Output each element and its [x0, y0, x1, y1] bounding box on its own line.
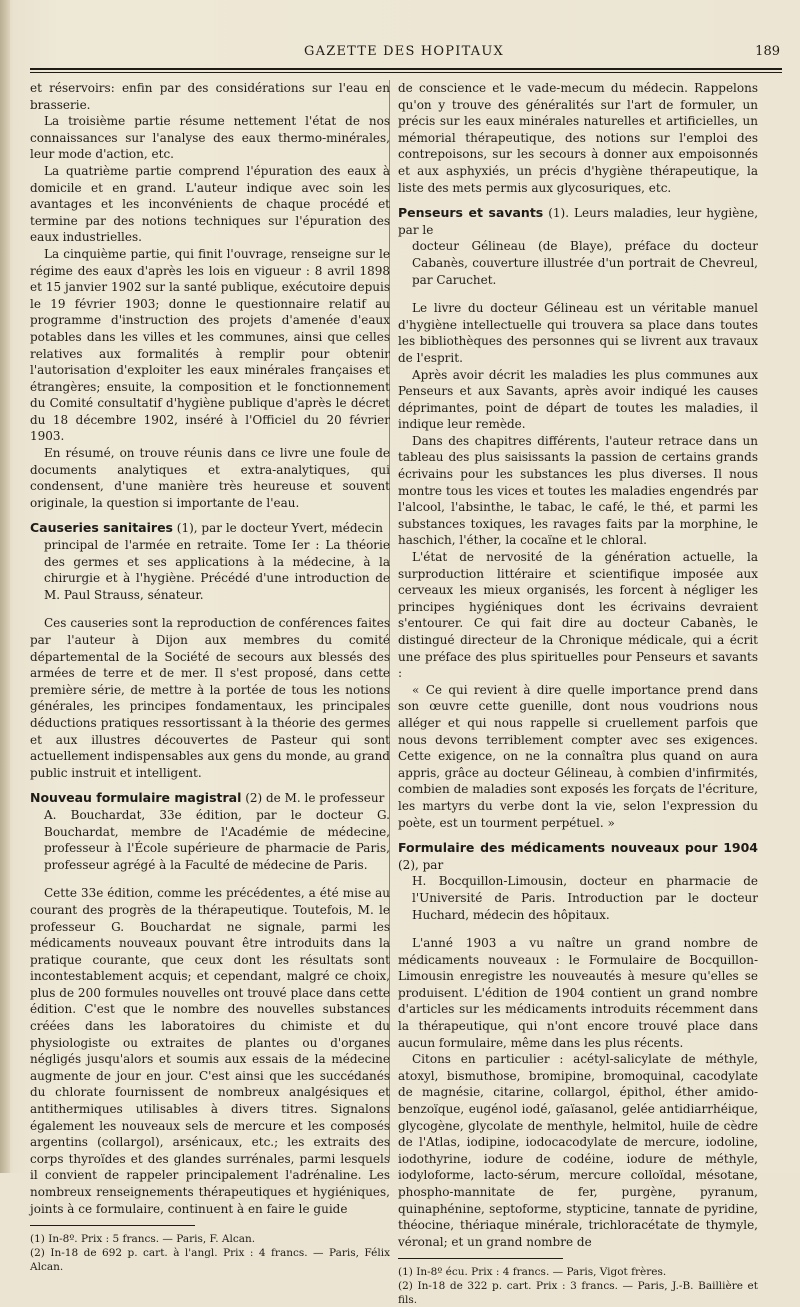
header-rule-thin — [30, 72, 782, 73]
page-spine — [0, 0, 10, 1173]
paragraph: L'anné 1903 a vu naître un grand nombre de médicaments nouveaux : le Formulaire de Bocquillon-Limousin enregistre les nouveautés à mesure qu'elles se produisent. L'édition de 1904 contient un grand nombre d'articles sur les médicaments introduits récemment dans la thérapeutique, qui n'ont encore trouvé place dans aucun formulaire, même dans les plus récents. — [398, 936, 758, 1050]
running-header — [28, 36, 780, 66]
entry-heading — [30, 520, 390, 603]
entry-title: Formulaire des médicaments nouveaux pour 1904 — [398, 840, 758, 856]
paragraph: Dans des chapitres différents, l'auteur retrace dans un tableau des plus saisissants la passion de certains grands écrivains pour les substances les plus diverses. Il nous montre tous les vices et toutes les maladies engendrés par l'alcool, l'absinthe, le tabac, le café, le thé, et parmi les substances toxiques, les ravages faits par la morphine, le haschich, l'éther, la cocaïne et le chloral. — [398, 433, 758, 548]
entry-title: Nouveau formulaire magistral — [30, 790, 242, 806]
paragraph: et réservoirs: enfin par des considérations sur l'eau en brasserie. — [30, 81, 390, 112]
left-column — [30, 80, 390, 1274]
paragraph: La quatrième partie comprend l'épuration des eaux à domicile et en grand. L'auteur indique avec soin les avantages et les inconvénients de chaque procédé et termine par des notions techniques sur l'épuration des eaux industrielles. — [30, 163, 390, 245]
entry-title: Causeries sanitaires — [30, 520, 173, 536]
review-entry-formulaire-1904 — [398, 840, 758, 1250]
paragraph: L'état de nervosité de la génération actuelle, la surproduction littéraire et scientifique imposée aux cerveaux les mieux organisés, les forcent à négliger les principes hygiéniques dont les écrivains devraient s'entourer. Ce qui fait dire au docteur Cabanès, le distingué directeur de la Chronique médicale, qui a écrit une préface des plus spirituelles pour Penseurs et savants : — [398, 550, 758, 681]
footnote: (1) In-8º écu. Prix : 4 francs. — Paris, Vigot frères. — [398, 1266, 667, 1279]
entry-subtitle: docteur Gélineau (de Blaye), préface du docteur Cabanès, couverture illustrée d'un portrait de Chevreul, par Caruchet. — [412, 239, 758, 287]
paragraph: Ces causeries sont la reproduction de conférences faites par l'auteur à Dijon aux membres du comité départemental de la Société de secours aux blessés des armées de terre et de mer. Il s'est proposé, dans cette première série, de mettre à la portée de tous les notions générales, les principes fondamentaux, les principales déductions pratiques ressortissant à la théorie des germes et aux illustres découvertes de Pasteur qui sont actuellement indispensables aux gens du monde, au grand public instruit et intelligent. — [30, 616, 390, 780]
review-entry-penseurs — [398, 205, 758, 831]
journal-title: GAZETTE DES HOPITAUX — [304, 44, 504, 59]
entry-heading — [30, 790, 390, 873]
entry-subtitle: A. Bouchardat, 33e édition, par le docteur G. Bouchardat, membre de l'Académie de médecine, professeur à l'École supérieure de pharmacie de Paris, professeur agrégé à la Faculté de médecine de Paris. — [44, 807, 390, 872]
entry-head-text: (1), par le docteur Yvert, médecin — [172, 521, 383, 536]
footnote: (1) In-8º. Prix : 5 francs. — Paris, F. Alcan. — [30, 1233, 256, 1246]
footnote-separator — [398, 1258, 563, 1259]
paragraph: de conscience et le vade-mecum du médecin. Rappelons qu'on y trouve des généralités sur l'art de formuler, un précis sur les eaux minérales naturelles et artificielles, un mémorial thérapeutique, des notions sur l'emploi des contrepoisons, sur les secours à donner aux empoisonnés et aux asphyxiés, un précis d'hygiène thérapeutique, la liste des mets permis aux glycosuriques, etc. — [398, 81, 758, 195]
entry-head-text: (1). Leurs maladies, leur hygiène, par le — [398, 206, 759, 237]
entry-subtitle: principal de l'armée en retraite. Tome Ier : La théorie des germes et ses applications à la médecine, à la chirurgie et à l'hygiène. Précédé d'une introduction de M. Paul Strauss, sénateur. — [44, 538, 390, 602]
entry-subtitle: H. Bocquillon-Limousin, docteur en pharmacie de l'Université de Paris. Introduction par le docteur Huchard, médecin des hôpitaux. — [412, 874, 758, 922]
paragraph: Citons en particulier : acétyl-salicylate de méthyle, atoxyl, bismuthose, bromipine, bromoquinal, cacodylate de magnésie, citarine, collargol, épithol, éther amido-benzoïque, eugénol iodé, gaïasanol, gelée antidiarrhéique, glycogène, glycolate de menthyle, helmitol, huile de cèdre de l'Atlas, iodipine, iodocacodylate de mercure, iodoline, iodothyrine, iodure de codéine, iodure de méthyle, iodyloforme, lacto-sérum, mercure colloïdal, mésotane, phospho-mannitate de fer, purgène, pyranum, quinaphénine, septoforme, stypticine, tannate de pyridine, théocine, thériaque minérale, trichloracétate de thymyle, véronal; et un grand nombre de — [398, 1052, 758, 1249]
paragraph: En résumé, on trouve réunis dans ce livre une foule de documents analytiques et extra-analytiques, qui condensent, d'une manière très heureuse et souvent originale, la question si importante de l'eau. — [30, 446, 390, 510]
entry-head-text: (2) de M. le professeur — [241, 791, 385, 806]
footnote: (2) In-18 de 322 p. cart. Prix : 3 francs. — Paris, J.-B. Baillière et fils. — [398, 1280, 758, 1307]
paragraph: Le livre du docteur Gélineau est un véritable manuel d'hygiène intellectuelle qui trouvera sa place dans toutes les bibliothèques des personnes qui se livrent aux travaux de l'esprit. — [398, 301, 758, 365]
header-rule — [30, 68, 782, 70]
entry-heading — [398, 840, 758, 923]
entry-title: Penseurs et savants — [398, 205, 544, 221]
right-column — [398, 80, 758, 1307]
footnotes — [30, 1232, 390, 1274]
footnote: (2) In-18 de 692 p. cart. à l'angl. Prix : 4 francs. — Paris, Félix Alcan. — [30, 1247, 390, 1274]
quotation: « Ce qui revient à dire quelle importance prend dans son œuvre cette guenille, dont nous voudrions nous alléger et qui nous rappelle si cruellement parfois que nous devons terriblement compter avec ses exigences. Cette exigence, on ne la connaîtra plus quand on aura appris, grâce au docteur Gélineau, à combien d'infirmités, combien de maladies sont exposés les forçats de l'écriture, les martyrs du verbe dont la vie, selon l'expression du poète, est un tourment perpétuel. » — [398, 682, 758, 830]
review-entry-formulaire-magistral — [30, 790, 390, 1217]
page-number: 189 — [755, 44, 780, 59]
paragraph: Cette 33e édition, comme les précédentes, a été mise au courant des progrès de la thérapeutique. Toutefois, M. le professeur G. Bouchardat ne signale, parmi les médicaments nouveaux pouvant être introduits dans la pratique courante, que ceux dont les résultats sont incontestablement acquis; et cependant, malgré ce choix, plus de 200 formules nouvelles ont trouvé place dans cette édition. C'est que le nombre des nouvelles substances créées dans les laboratoires du chimiste et du physiologiste ou extraites de plantes ou d'organes négligés jusqu'alors et soumis aux essais de la médecine augmente de jour en jour. C'est ainsi que les succédanés du chlorate fournissent de nombreux analgésiques et antithermiques utilisables à divers titres. Signalons également les nouveaux sels de mercure et les composés argentins (collargol), arsénicaux, etc.; les extraits des corps thyroïdes et des glandes surrénales, parmi lesquels il convient de rappeler principalement l'adrénaline. Les nombreux renseignements thérapeutiques et hygiéniques, joints à ce formulaire, continuent à en faire le guide — [30, 886, 390, 1216]
entry-head-text: (2), par — [398, 857, 444, 872]
paragraph: La troisième partie résume nettement l'état de nos connaissances sur l'analyse des eaux thermo-minérales, leur mode d'action, etc. — [30, 114, 390, 162]
footnote-separator — [30, 1225, 195, 1226]
paragraph: La cinquième partie, qui finit l'ouvrage, renseigne sur le régime des eaux d'après les lois en vigueur : 8 avril 1898 et 15 janvier 1902 sur la santé publique, exécutoire depuis le 19 février 1903; donne le questionnaire relatif au programme d'instruction des projets d'amenée d'eaux potables dans les villes et les communes, ainsi que celles relatives aux formalités à remplir pour obtenir l'autorisation d'exploiter les eaux minérales françaises et étrangères; ensuite, la composition et le fonctionnement du Comité consultatif d'hygiène publique d'après le décret du 18 décembre 1902, inséré à l'Officiel du 20 février 1903. — [30, 246, 390, 444]
footnotes — [398, 1265, 758, 1307]
entry-heading — [398, 205, 758, 288]
paragraph: Après avoir décrit les maladies les plus communes aux Penseurs et aux Savants, après avoir indiqué les causes déprimantes, point de départ de toutes les maladies, il indique leur remède. — [398, 367, 758, 432]
review-entry-causeries — [30, 520, 390, 781]
